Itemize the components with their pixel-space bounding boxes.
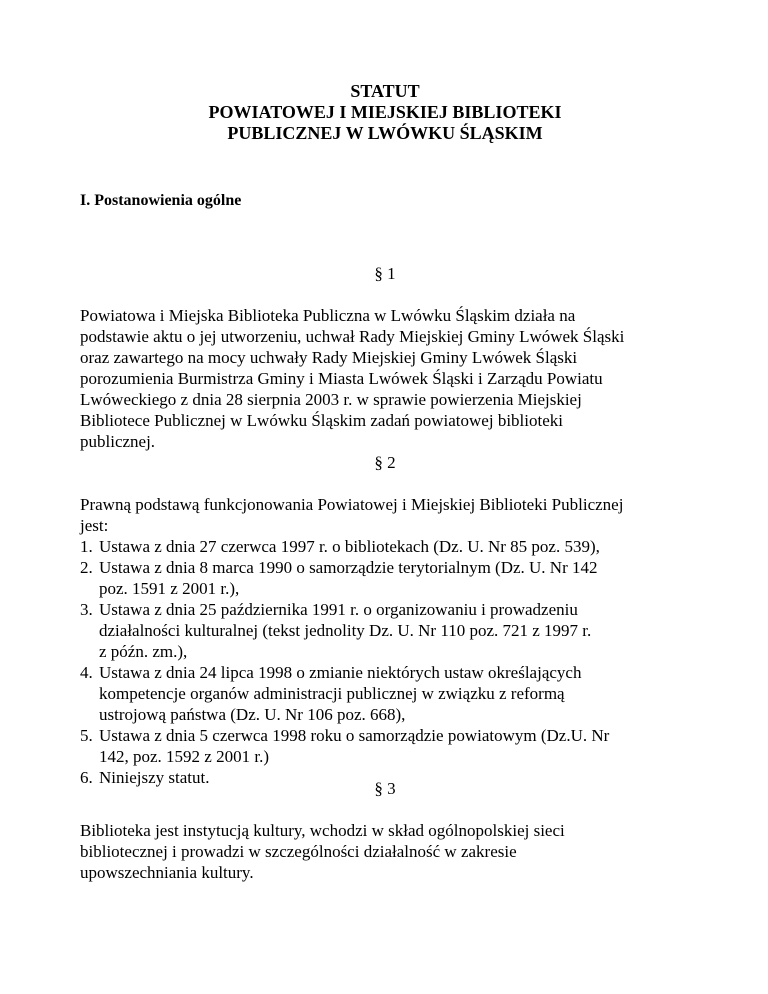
list-item-line: działalności kulturalnej (tekst jednolity Dz. U. Nr 110 poz. 721 z 1997 r.: [99, 621, 592, 640]
list-item-number: 6.: [80, 768, 93, 787]
title-line-3: PUBLICZNEJ W LWÓWKU ŚLĄSKIM: [227, 123, 543, 143]
list-item-line: Ustawa z dnia 25 października 1991 r. o organizowaniu i prowadzeniu: [99, 600, 578, 619]
list-item-line: 142, poz. 1592 z 2001 r.): [99, 747, 269, 766]
paragraph-1-text: [80, 305, 690, 452]
list-item-line: Niniejszy statut.: [99, 768, 210, 787]
paragraph-mark-1: § 1: [374, 264, 396, 283]
paragraph-1-line: podstawie aktu o jej utworzeniu, uchwał Rady Miejskiej Gminy Lwówek Śląski: [80, 327, 625, 346]
paragraph-2-intro: [80, 494, 690, 536]
section-heading: I. Postanowienia ogólne: [80, 192, 242, 209]
paragraph-mark-2: § 2: [374, 453, 396, 472]
list-item: [80, 599, 690, 662]
paragraph-1-line: porozumienia Burmistrza Gminy i Miasta Lwówek Śląski i Zarządu Powiatu: [80, 369, 603, 388]
list-item-line: ustrojową państwa (Dz. U. Nr 106 poz. 668),: [99, 705, 406, 724]
list-item: [80, 536, 690, 557]
legal-basis-list: [80, 536, 690, 788]
list-item-line: poz. 1591 z 2001 r.),: [99, 579, 240, 598]
title-line-1: STATUT: [350, 81, 420, 101]
paragraph-1-line: oraz zawartego na mocy uchwały Rady Miejskiej Gminy Lwówek Śląski: [80, 348, 578, 367]
paragraph-3-line: upowszechniania kultury.: [80, 863, 254, 882]
list-item-number: 5.: [80, 726, 93, 745]
list-item-number: 3.: [80, 600, 93, 619]
paragraph-1-line: publicznej.: [80, 432, 156, 451]
document-page: [80, 0, 690, 994]
paragraph-3-line: bibliotecznej i prowadzi w szczególności działalność w zakresie: [80, 842, 517, 861]
list-item-line: kompetencje organów administracji publicznej w związku z reformą: [99, 684, 565, 703]
list-item-line: Ustawa z dnia 5 czerwca 1998 roku o samorządzie powiatowym (Dz.U. Nr: [99, 726, 610, 745]
list-item-number: 4.: [80, 663, 93, 682]
document-title: [80, 81, 690, 144]
paragraph-1-line: Lwóweckiego z dnia 28 sierpnia 2003 r. w sprawie powierzenia Miejskiej: [80, 390, 582, 409]
paragraph-1-line: Bibliotece Publicznej w Lwówku Śląskim zadań powiatowej biblioteki: [80, 411, 563, 430]
paragraph-3-line: Biblioteka jest instytucją kultury, wchodzi w skład ogólnopolskiej sieci: [80, 821, 565, 840]
paragraph-2-line: Prawną podstawą funkcjonowania Powiatowej i Miejskiej Biblioteki Publicznej: [80, 495, 624, 514]
list-item-line: Ustawa z dnia 24 lipca 1998 o zmianie niektórych ustaw określających: [99, 663, 582, 682]
list-item: [80, 725, 690, 767]
paragraph-mark-3: § 3: [374, 779, 396, 798]
paragraph-2-line: jest:: [80, 516, 109, 535]
title-line-2: POWIATOWEJ I MIEJSKIEJ BIBLIOTEKI: [208, 102, 562, 122]
paragraph-3-text: [80, 820, 690, 883]
list-item: [80, 557, 690, 599]
list-item-line: Ustawa z dnia 27 czerwca 1997 r. o bibliotekach (Dz. U. Nr 85 poz. 539),: [99, 537, 600, 556]
list-item: [80, 662, 690, 725]
list-item-number: 2.: [80, 558, 93, 577]
list-item-line: Ustawa z dnia 8 marca 1990 o samorządzie terytorialnym (Dz. U. Nr 142: [99, 558, 598, 577]
list-item-number: 1.: [80, 537, 93, 556]
list-item-line: z późn. zm.),: [99, 642, 188, 661]
paragraph-1-line: Powiatowa i Miejska Biblioteka Publiczna w Lwówku Śląskim działa na: [80, 306, 576, 325]
